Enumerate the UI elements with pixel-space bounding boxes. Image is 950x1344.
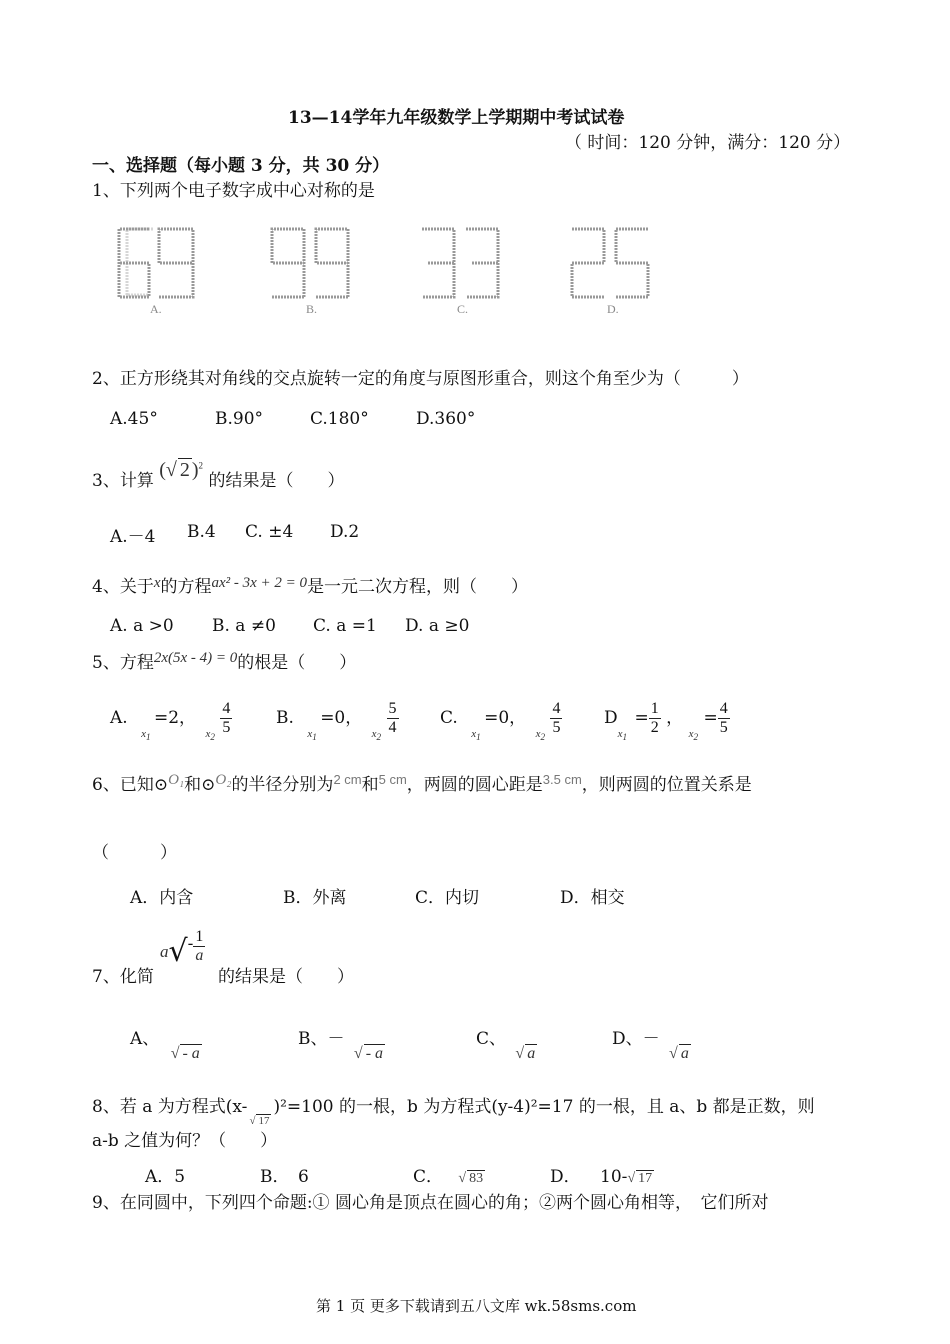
- digit-figures: [110, 222, 670, 332]
- question-1-stem: 1、下列两个电子数字成中心对称的是: [92, 181, 375, 201]
- q6-option-d: D．相交: [560, 888, 625, 908]
- q3-option-c: C. ±4: [245, 522, 294, 542]
- question-8-line1: 8、若 a 为方程式$(x-_{√ 17})^2=100$ 的一根，b 为方程式(y-4)²=17 的一根，且 a、b 都是正数，则: [92, 1097, 815, 1127]
- q6-bracket: （ ）: [92, 843, 177, 863]
- q2-option-a: A.45°: [110, 409, 158, 429]
- page-title: 13—14学年九年级数学上学期期中考试试卷: [288, 108, 625, 128]
- exam-info: （ 时间：120 分钟，满分：120 分）: [565, 133, 851, 153]
- q5-option-b: B. $_{x_1}$ =0， $_{x_2}$ $\frac{5}{4}$: [276, 700, 397, 743]
- q8-option-c: C． √ 83: [413, 1167, 484, 1187]
- digit-b: [272, 229, 348, 297]
- page-footer: 第 1 页 更多下载请到五八文库 wk.58sms.com: [316, 1297, 637, 1315]
- q6-option-a: A．内含: [130, 888, 194, 908]
- equation-5: 2x(5x - 4) = 0: [153, 650, 238, 666]
- question-9-stem: 9、在同圆中，下列四个命题:① 圆心角是顶点在圆心的角；②两个圆心角相等， 它们所对: [92, 1193, 769, 1213]
- q2-option-c: C.180°: [310, 409, 369, 429]
- section-heading: 一、选择题（每小题 3 分，共 30 分）: [92, 156, 390, 176]
- question-7-stem: 7、化简: [92, 967, 154, 987]
- q7-tail: 的结果是（ ）: [218, 967, 354, 987]
- question-4-stem: 4、关于x的方程ax² - 3x + 2 = 0是一元二次方程，则（ ）: [92, 575, 529, 597]
- q4-option-d: D. a ≥0: [405, 616, 470, 636]
- q3-option-b: B.4: [187, 522, 216, 542]
- q7-option-c: C、 √ a: [476, 1029, 536, 1062]
- q7-expression: a√- $\frac{1}{a}$: [160, 928, 204, 969]
- question-3-stem: 3、计算 (√ 2 )$^2$ 的结果是（ ）: [92, 459, 345, 491]
- seven-segment-digits: [110, 222, 670, 332]
- digit-d: [572, 229, 648, 297]
- option-label-a: A.: [150, 302, 162, 316]
- q7-option-b: B、－ √ - a: [298, 1029, 384, 1062]
- q8-option-b: B． 6: [260, 1167, 309, 1187]
- quadratic-equation: ax² - 3x + 2 = 0: [211, 575, 308, 591]
- q2-option-b: B.90°: [215, 409, 264, 429]
- question-6-stem: 6、已知⊙O₁和⊙O₂的半径分别为$^{2 cm}$和$^{5 cm}$，两圆的圆心距是$^{3.5 cm}$，则两圆的位置关系是: [92, 772, 752, 795]
- q4-option-a: A. a >0: [110, 616, 174, 636]
- q5-option-c: C. $_{x_1}$ =0， $_{x_2}$ $\frac{4}{5}$: [440, 700, 561, 743]
- digit-a: [119, 229, 193, 297]
- q6-option-b: B．外离: [283, 888, 347, 908]
- question-5-stem: 5、方程2x(5x - 4) = 0的根是（ ）: [92, 650, 357, 673]
- option-label-b: B.: [306, 302, 318, 316]
- q4-option-b: B. a ≠0: [212, 616, 276, 636]
- q8-option-d: D． 10-√ 17: [550, 1167, 653, 1187]
- q4-option-c: C. a =1: [313, 616, 377, 636]
- q6-option-c: C．内切: [415, 888, 480, 908]
- q7-option-a: A、 √ - a: [130, 1029, 200, 1062]
- q2-option-d: D.360°: [416, 409, 476, 429]
- digit-c: [422, 229, 498, 297]
- q3-option-d: D.2: [330, 522, 360, 542]
- option-label-d: D.: [607, 302, 619, 316]
- question-8-line2: a-b 之值为何？（ ）: [92, 1131, 278, 1151]
- question-2-stem: 2、正方形绕其对角线的交点旋转一定的角度与原图形重合，则这个角至少为（ ）: [92, 369, 749, 389]
- option-label-c: C.: [457, 302, 469, 316]
- q5-option-d: $D_{x_1}$ = $\frac{1}{2}$ ， $_{x_2}$ = $\frac{4}{5}$: [604, 700, 728, 743]
- q3-option-a: A.－4: [110, 527, 156, 547]
- sqrt2-squared: (√ 2 )$^2$: [159, 459, 204, 481]
- q8-option-a: A．5: [145, 1167, 186, 1187]
- q5-option-a: A. $_{x_1}$ =2， $_{x_2}$ $\frac{4}{5}$: [110, 700, 231, 743]
- q7-option-d: D、－ √ a: [612, 1029, 689, 1062]
